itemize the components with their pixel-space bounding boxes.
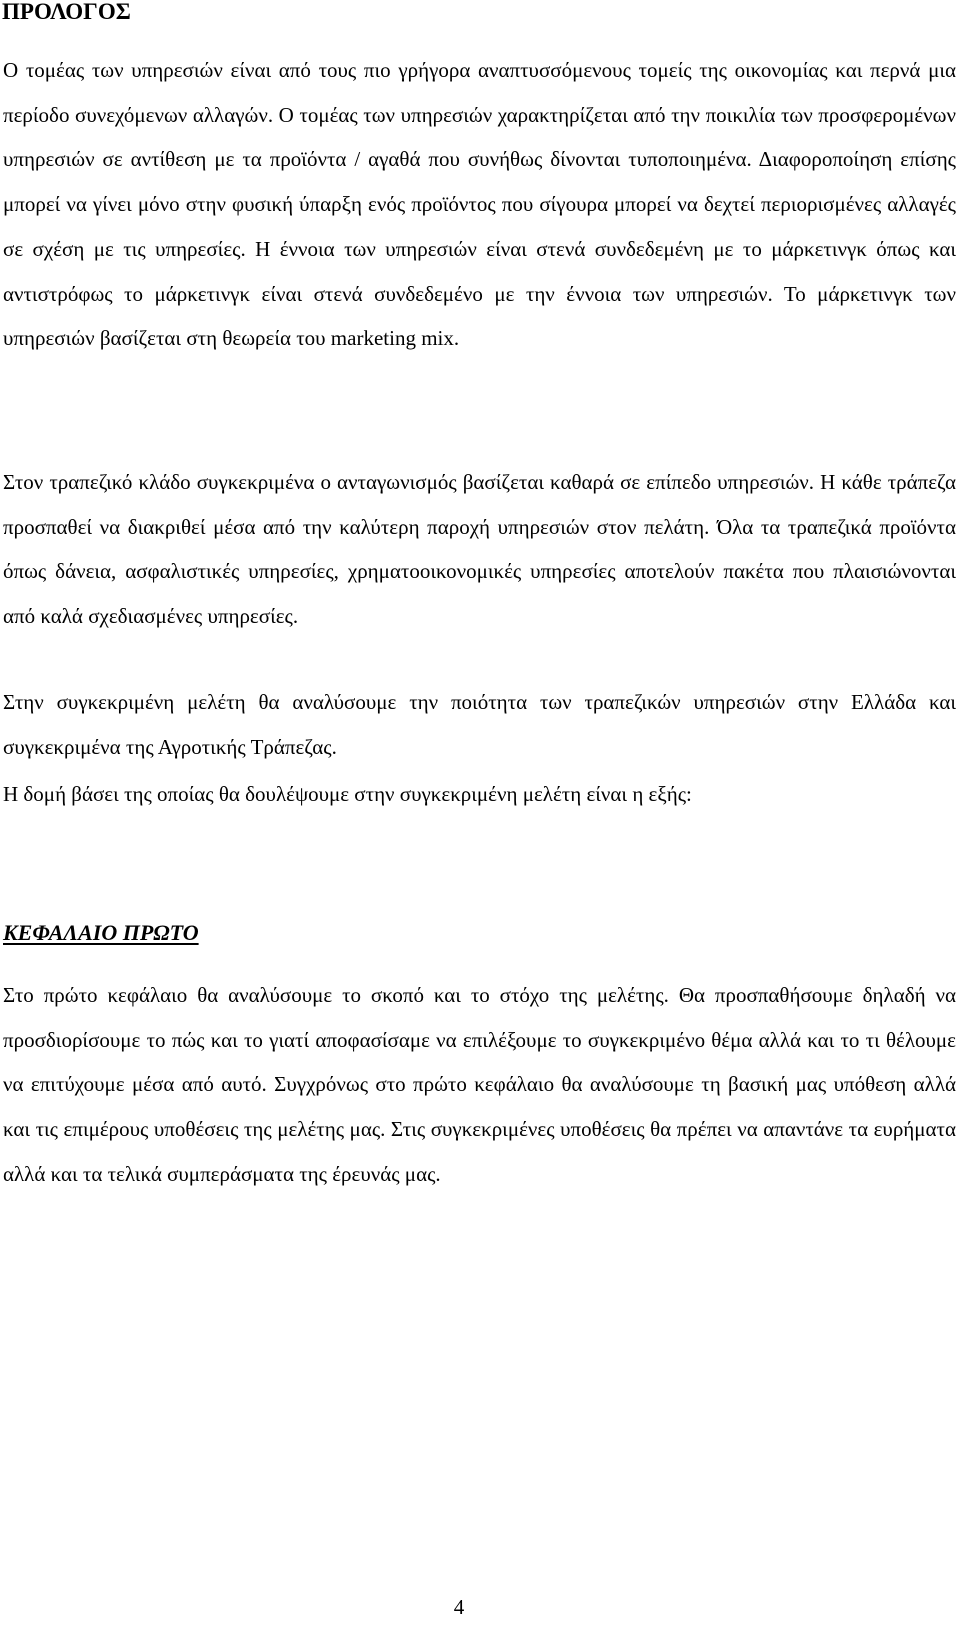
intro-paragraph-banking: Στον τραπεζικό κλάδο συγκεκριμένα ο ανταγωνισμός βασίζεται καθαρά σε επίπεδο υπηρεσιών. Η κάθε τράπεζα προσπαθεί να διακριθεί μέσα από την καλύτερη παροχή υπηρεσιών στον πελάτη. Όλα τα τραπεζικά προϊόντα όπως δάνεια, ασφαλιστικές υπηρεσίες, χρηματοοικονομικές υπηρεσίες αποτελούν πακέτα που πλαισιώνονται από καλά σχεδιασμένες υπηρεσίες. [3, 470, 956, 629]
preface-heading: ΠΡΟΛΟΓΟΣ [2, 0, 131, 24]
chapter-one-heading: ΚΕΦΑΛΑΙΟ ΠΡΩΤΟ [3, 920, 199, 945]
intro-paragraph-study: Στην συγκεκριμένη μελέτη θα αναλύσουμε την ποιότητα των τραπεζικών υπηρεσιών στην Ελλάδα και συγκεκριμένα της Αγροτικής Τράπεζας. [3, 690, 956, 759]
chapter-one-paragraph: Στο πρώτο κεφάλαιο θα αναλύσουμε το σκοπό και το στόχο της μελέτης. Θα προσπαθήσουμε δηλαδή να προσδιορίσουμε το πώς και το γιατί αποφασίσαμε να επιλέξουμε το συγκεκριμένο θέμα αλλά και το τι θέλουμε να επιτύχουμε μέσα από αυτό. Συγχρόνως στο πρώτο κεφάλαιο θα αναλύσουμε τη βασική μας υπόθεση αλλά και τις επιμέρους υποθέσεις της μελέτης μας. Στις συγκεκριμένες υποθέσεις θα πρέπει να απαντάνε τα ευρήματα αλλά και τα τελικά συμπεράσματα της έρευνάς μας. [3, 983, 956, 1186]
intro-paragraph-services: Ο τομέας των υπηρεσιών είναι από τους πιο γρήγορα αναπτυσσόμενους τομείς της οικονομίας και περνά μια περίοδο συνεχόμενων αλλαγών. Ο τομέας των υπηρεσιών χαρακτηρίζεται από την ποικιλία των προσφερομένων υπηρεσιών σε αντίθεση με τα προϊόντα / αγαθά που συνήθως δίνονται τυποποιημένα. Διαφοροποίηση επίσης μπορεί να γίνει μόνο στην φυσική ύπαρξη ενός προϊόντος που σίγουρα μπορεί να δεχτεί περιορισμένες αλλαγές σε σχέση με τις υπηρεσίες. Η έννοια των υπηρεσιών είναι στενά συνδεδεμένη με το μάρκετινγκ όπως και αντιστρόφως το μάρκετινγκ είναι στενά συνδεδεμένο με την έννοια των υπηρεσιών. Το μάρκετινγκ των υπηρεσιών βασίζεται στη θεωρεία του marketing mix. [3, 58, 956, 351]
page-number: 4 [453, 1595, 465, 1619]
intro-paragraph-structure: Η δομή βάσει της οποίας θα δουλέψουμε στην συγκεκριμένη μελέτη είναι η εξής: [3, 782, 692, 806]
